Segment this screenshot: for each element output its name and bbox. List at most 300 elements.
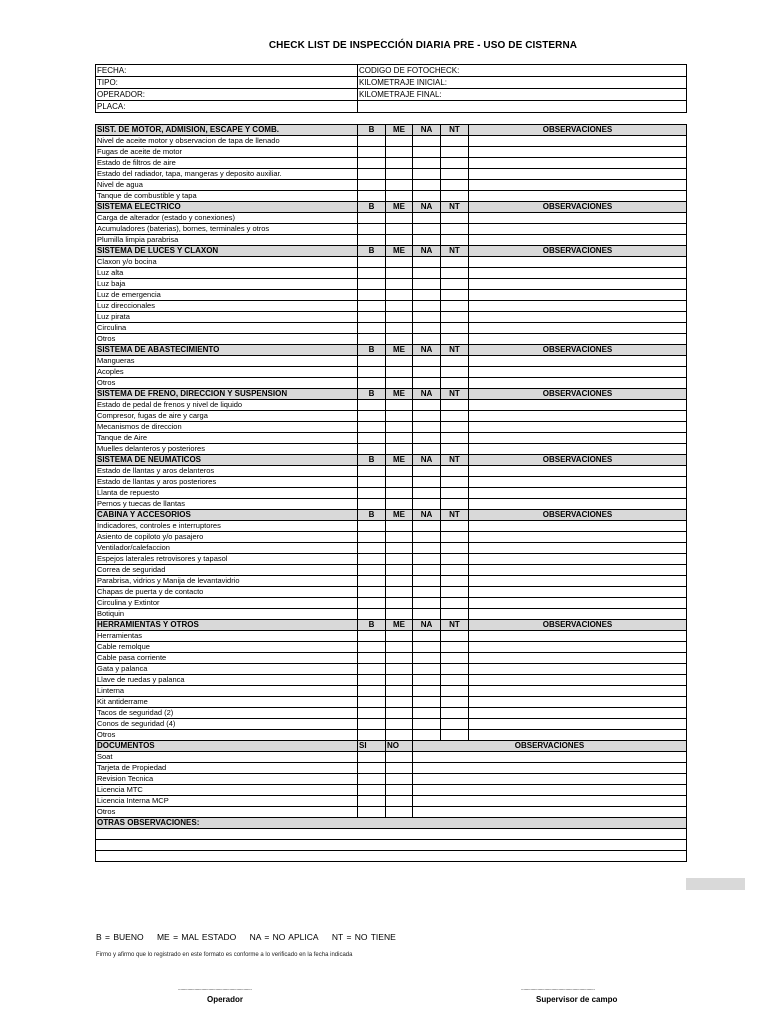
otras-observaciones-cell[interactable] (96, 851, 687, 862)
check-b-cell[interactable] (358, 466, 386, 477)
observaciones-cell[interactable] (469, 312, 687, 323)
check-na-cell[interactable] (413, 433, 441, 444)
header-row (96, 89, 687, 101)
section-header (96, 455, 687, 466)
checklist-row (96, 675, 687, 686)
checklist-row (96, 224, 687, 235)
check-na-cell[interactable] (413, 521, 441, 532)
check-me-cell[interactable] (386, 642, 413, 653)
observaciones-cell[interactable] (469, 730, 687, 741)
item-label: Botiquin (96, 609, 358, 620)
observaciones-cell[interactable] (469, 587, 687, 598)
observaciones-cell[interactable] (469, 334, 687, 345)
check-me-cell[interactable] (386, 290, 413, 301)
observaciones-cell[interactable] (469, 708, 687, 719)
check-me-cell[interactable] (386, 499, 413, 510)
observaciones-cell[interactable] (469, 147, 687, 158)
check-nt-cell[interactable] (441, 466, 469, 477)
check-me-cell[interactable] (386, 378, 413, 389)
check-me-cell[interactable] (386, 466, 413, 477)
check-na-cell[interactable] (413, 268, 441, 279)
observaciones-cell[interactable] (469, 488, 687, 499)
check-nt-cell[interactable] (441, 565, 469, 576)
check-na-cell[interactable] (413, 422, 441, 433)
observaciones-cell[interactable] (469, 609, 687, 620)
check-na-cell[interactable] (413, 224, 441, 235)
observaciones-cell[interactable] (469, 191, 687, 202)
check-me-cell[interactable] (386, 532, 413, 543)
check-na-cell[interactable] (413, 323, 441, 334)
check-nt-cell[interactable] (441, 235, 469, 246)
observaciones-cell[interactable] (469, 675, 687, 686)
check-b-cell[interactable] (358, 334, 386, 345)
col-header-b: B (358, 455, 386, 466)
check-nt-cell[interactable] (441, 488, 469, 499)
check-nt-cell[interactable] (441, 543, 469, 554)
observaciones-cell[interactable] (469, 664, 687, 675)
check-b-cell[interactable] (358, 356, 386, 367)
check-na-cell[interactable] (413, 708, 441, 719)
check-b-cell[interactable] (358, 565, 386, 576)
check-me-cell[interactable] (386, 719, 413, 730)
placa-field[interactable]: PLACA: (96, 101, 358, 113)
check-nt-cell[interactable] (441, 301, 469, 312)
check-nt-cell[interactable] (441, 356, 469, 367)
check-si-cell[interactable] (358, 752, 386, 763)
observaciones-cell[interactable] (469, 169, 687, 180)
checklist-row (96, 708, 687, 719)
check-nt-cell[interactable] (441, 191, 469, 202)
check-b-cell[interactable] (358, 147, 386, 158)
check-b-cell[interactable] (358, 521, 386, 532)
check-b-cell[interactable] (358, 290, 386, 301)
observaciones-cell[interactable] (469, 433, 687, 444)
check-me-cell[interactable] (386, 367, 413, 378)
item-label: Mecanismos de direccion (96, 422, 358, 433)
check-nt-cell[interactable] (441, 653, 469, 664)
check-me-cell[interactable] (386, 147, 413, 158)
check-b-cell[interactable] (358, 378, 386, 389)
check-na-cell[interactable] (413, 378, 441, 389)
document-row (96, 796, 687, 807)
check-nt-cell[interactable] (441, 169, 469, 180)
check-me-cell[interactable] (386, 213, 413, 224)
check-nt-cell[interactable] (441, 367, 469, 378)
check-me-cell[interactable] (386, 730, 413, 741)
check-nt-cell[interactable] (441, 422, 469, 433)
check-na-cell[interactable] (413, 169, 441, 180)
observaciones-cell[interactable] (469, 477, 687, 488)
observaciones-cell[interactable] (469, 499, 687, 510)
check-b-cell[interactable] (358, 224, 386, 235)
check-nt-cell[interactable] (441, 213, 469, 224)
section-header (96, 620, 687, 631)
check-b-cell[interactable] (358, 158, 386, 169)
item-label: Mangueras (96, 356, 358, 367)
col-header-observaciones: OBSERVACIONES (469, 510, 687, 521)
check-na-cell[interactable] (413, 411, 441, 422)
check-no-cell[interactable] (386, 796, 413, 807)
check-nt-cell[interactable] (441, 268, 469, 279)
check-me-cell[interactable] (386, 224, 413, 235)
check-b-cell[interactable] (358, 686, 386, 697)
check-si-cell[interactable] (358, 785, 386, 796)
observaciones-cell[interactable] (469, 158, 687, 169)
check-na-cell[interactable] (413, 697, 441, 708)
check-no-cell[interactable] (386, 807, 413, 818)
check-si-cell[interactable] (358, 774, 386, 785)
check-nt-cell[interactable] (441, 719, 469, 730)
check-nt-cell[interactable] (441, 290, 469, 301)
check-na-cell[interactable] (413, 576, 441, 587)
tipo-field[interactable]: TIPO: (96, 77, 358, 89)
check-me-cell[interactable] (386, 257, 413, 268)
observaciones-cell[interactable] (469, 466, 687, 477)
check-si-cell[interactable] (358, 807, 386, 818)
observaciones-cell[interactable] (469, 422, 687, 433)
check-na-cell[interactable] (413, 334, 441, 345)
check-nt-cell[interactable] (441, 334, 469, 345)
check-na-cell[interactable] (413, 235, 441, 246)
check-me-cell[interactable] (386, 543, 413, 554)
check-b-cell[interactable] (358, 675, 386, 686)
check-nt-cell[interactable] (441, 477, 469, 488)
check-b-cell[interactable] (358, 488, 386, 499)
check-me-cell[interactable] (386, 664, 413, 675)
check-me-cell[interactable] (386, 323, 413, 334)
check-no-cell[interactable] (386, 752, 413, 763)
check-nt-cell[interactable] (441, 664, 469, 675)
check-me-cell[interactable] (386, 180, 413, 191)
check-nt-cell[interactable] (441, 224, 469, 235)
check-me-cell[interactable] (386, 312, 413, 323)
operador-field[interactable]: OPERADOR: (96, 89, 358, 101)
observaciones-cell[interactable] (469, 411, 687, 422)
check-nt-cell[interactable] (441, 730, 469, 741)
observaciones-cell[interactable] (469, 136, 687, 147)
check-nt-cell[interactable] (441, 609, 469, 620)
check-me-cell[interactable] (386, 477, 413, 488)
check-nt-cell[interactable] (441, 136, 469, 147)
check-nt-cell[interactable] (441, 697, 469, 708)
observaciones-cell[interactable] (469, 257, 687, 268)
check-b-cell[interactable] (358, 191, 386, 202)
check-nt-cell[interactable] (441, 323, 469, 334)
check-b-cell[interactable] (358, 422, 386, 433)
form-title: CHECK LIST DE INSPECCIÓN DIARIA PRE - USO DE CISTERNA (268, 40, 578, 51)
check-b-cell[interactable] (358, 730, 386, 741)
check-na-cell[interactable] (413, 631, 441, 642)
check-me-cell[interactable] (386, 279, 413, 290)
check-no-cell[interactable] (386, 763, 413, 774)
check-b-cell[interactable] (358, 598, 386, 609)
check-me-cell[interactable] (386, 565, 413, 576)
check-b-cell[interactable] (358, 268, 386, 279)
observaciones-cell[interactable] (469, 400, 687, 411)
check-nt-cell[interactable] (441, 587, 469, 598)
observaciones-cell[interactable] (413, 763, 687, 774)
check-me-cell[interactable] (386, 400, 413, 411)
check-me-cell[interactable] (386, 136, 413, 147)
check-na-cell[interactable] (413, 356, 441, 367)
check-na-cell[interactable] (413, 719, 441, 730)
item-label: Circulina (96, 323, 358, 334)
check-nt-cell[interactable] (441, 675, 469, 686)
check-me-cell[interactable] (386, 411, 413, 422)
check-b-cell[interactable] (358, 323, 386, 334)
observaciones-cell[interactable] (469, 356, 687, 367)
check-b-cell[interactable] (358, 136, 386, 147)
check-me-cell[interactable] (386, 169, 413, 180)
check-b-cell[interactable] (358, 697, 386, 708)
check-na-cell[interactable] (413, 147, 441, 158)
check-b-cell[interactable] (358, 279, 386, 290)
otras-observaciones-cell[interactable] (96, 840, 687, 851)
check-si-cell[interactable] (358, 763, 386, 774)
checklist-row (96, 279, 687, 290)
observaciones-cell[interactable] (469, 642, 687, 653)
observaciones-cell[interactable] (469, 444, 687, 455)
check-na-cell[interactable] (413, 730, 441, 741)
check-nt-cell[interactable] (441, 400, 469, 411)
check-nt-cell[interactable] (441, 158, 469, 169)
check-me-cell[interactable] (386, 697, 413, 708)
check-b-cell[interactable] (358, 367, 386, 378)
check-no-cell[interactable] (386, 785, 413, 796)
check-na-cell[interactable] (413, 642, 441, 653)
check-na-cell[interactable] (413, 367, 441, 378)
observaciones-cell[interactable] (469, 554, 687, 565)
check-b-cell[interactable] (358, 554, 386, 565)
document-row (96, 785, 687, 796)
item-label: Otros (96, 730, 358, 741)
check-b-cell[interactable] (358, 411, 386, 422)
check-b-cell[interactable] (358, 180, 386, 191)
observaciones-cell[interactable] (469, 543, 687, 554)
observaciones-cell[interactable] (413, 774, 687, 785)
check-me-cell[interactable] (386, 653, 413, 664)
check-b-cell[interactable] (358, 664, 386, 675)
check-na-cell[interactable] (413, 554, 441, 565)
check-na-cell[interactable] (413, 675, 441, 686)
document-label: Tarjeta de Propiedad (96, 763, 358, 774)
check-na-cell[interactable] (413, 587, 441, 598)
check-na-cell[interactable] (413, 191, 441, 202)
observaciones-cell[interactable] (469, 686, 687, 697)
check-me-cell[interactable] (386, 235, 413, 246)
otras-observaciones-cell[interactable] (96, 829, 687, 840)
check-nt-cell[interactable] (441, 378, 469, 389)
check-me-cell[interactable] (386, 191, 413, 202)
item-label: Fugas de aceite de motor (96, 147, 358, 158)
check-b-cell[interactable] (358, 642, 386, 653)
observaciones-cell[interactable] (413, 785, 687, 796)
check-nt-cell[interactable] (441, 708, 469, 719)
observaciones-cell[interactable] (469, 213, 687, 224)
check-b-cell[interactable] (358, 653, 386, 664)
check-me-cell[interactable] (386, 554, 413, 565)
check-nt-cell[interactable] (441, 521, 469, 532)
check-b-cell[interactable] (358, 708, 386, 719)
check-b-cell[interactable] (358, 301, 386, 312)
checklist-row (96, 356, 687, 367)
kilometraje-inicial-field[interactable]: KILOMETRAJE INICIAL: (358, 77, 687, 89)
check-nt-cell[interactable] (441, 411, 469, 422)
observaciones-cell[interactable] (413, 796, 687, 807)
check-na-cell[interactable] (413, 444, 441, 455)
check-me-cell[interactable] (386, 631, 413, 642)
check-na-cell[interactable] (413, 499, 441, 510)
check-b-cell[interactable] (358, 719, 386, 730)
observaciones-cell[interactable] (469, 235, 687, 246)
check-b-cell[interactable] (358, 543, 386, 554)
section-title: SISTEMA DE FRENO, DIRECCION Y SUSPENSION (96, 389, 358, 400)
section-header (96, 389, 687, 400)
check-b-cell[interactable] (358, 169, 386, 180)
check-me-cell[interactable] (386, 433, 413, 444)
check-b-cell[interactable] (358, 631, 386, 642)
check-na-cell[interactable] (413, 598, 441, 609)
check-b-cell[interactable] (358, 400, 386, 411)
kilometraje-final-field[interactable]: KILOMETRAJE FINAL: (358, 89, 687, 101)
supervisor-signature-line[interactable]: ............................................................... (521, 986, 595, 992)
observaciones-cell[interactable] (469, 323, 687, 334)
section-header (96, 818, 687, 829)
observaciones-cell[interactable] (469, 598, 687, 609)
observaciones-cell[interactable] (469, 290, 687, 301)
observaciones-cell[interactable] (413, 807, 687, 818)
check-me-cell[interactable] (386, 708, 413, 719)
operador-signature-line[interactable]: ............................................................... (178, 986, 252, 992)
check-me-cell[interactable] (386, 301, 413, 312)
check-na-cell[interactable] (413, 158, 441, 169)
check-me-cell[interactable] (386, 576, 413, 587)
check-nt-cell[interactable] (441, 576, 469, 587)
check-na-cell[interactable] (413, 213, 441, 224)
check-nt-cell[interactable] (441, 598, 469, 609)
check-nt-cell[interactable] (441, 686, 469, 697)
check-me-cell[interactable] (386, 609, 413, 620)
section-title: HERRAMIENTAS Y OTROS (96, 620, 358, 631)
check-na-cell[interactable] (413, 279, 441, 290)
observaciones-cell[interactable] (469, 653, 687, 664)
check-b-cell[interactable] (358, 499, 386, 510)
check-na-cell[interactable] (413, 609, 441, 620)
check-nt-cell[interactable] (441, 444, 469, 455)
item-label: Otros (96, 378, 358, 389)
check-nt-cell[interactable] (441, 257, 469, 268)
check-nt-cell[interactable] (441, 279, 469, 290)
observaciones-cell[interactable] (469, 268, 687, 279)
check-na-cell[interactable] (413, 532, 441, 543)
observaciones-cell[interactable] (469, 301, 687, 312)
check-na-cell[interactable] (413, 400, 441, 411)
check-b-cell[interactable] (358, 257, 386, 268)
check-b-cell[interactable] (358, 576, 386, 587)
observaciones-cell[interactable] (413, 752, 687, 763)
observaciones-cell[interactable] (469, 521, 687, 532)
check-me-cell[interactable] (386, 268, 413, 279)
check-b-cell[interactable] (358, 477, 386, 488)
check-me-cell[interactable] (386, 334, 413, 345)
check-na-cell[interactable] (413, 136, 441, 147)
observaciones-cell[interactable] (469, 378, 687, 389)
check-me-cell[interactable] (386, 158, 413, 169)
check-na-cell[interactable] (413, 488, 441, 499)
check-me-cell[interactable] (386, 686, 413, 697)
check-nt-cell[interactable] (441, 554, 469, 565)
check-b-cell[interactable] (358, 312, 386, 323)
check-nt-cell[interactable] (441, 312, 469, 323)
observaciones-cell[interactable] (469, 224, 687, 235)
header-blank-cell[interactable] (358, 101, 687, 113)
check-na-cell[interactable] (413, 312, 441, 323)
observaciones-cell[interactable] (469, 532, 687, 543)
observaciones-cell[interactable] (469, 565, 687, 576)
check-si-cell[interactable] (358, 796, 386, 807)
check-me-cell[interactable] (386, 422, 413, 433)
check-na-cell[interactable] (413, 301, 441, 312)
check-me-cell[interactable] (386, 444, 413, 455)
check-nt-cell[interactable] (441, 147, 469, 158)
checklist-row (96, 598, 687, 609)
check-me-cell[interactable] (386, 598, 413, 609)
check-nt-cell[interactable] (441, 642, 469, 653)
check-na-cell[interactable] (413, 477, 441, 488)
col-header-nt: NT (441, 455, 469, 466)
check-b-cell[interactable] (358, 609, 386, 620)
check-b-cell[interactable] (358, 587, 386, 598)
check-na-cell[interactable] (413, 290, 441, 301)
check-na-cell[interactable] (413, 257, 441, 268)
check-nt-cell[interactable] (441, 433, 469, 444)
fecha-field[interactable]: FECHA: (96, 65, 358, 77)
observaciones-cell[interactable] (469, 180, 687, 191)
check-b-cell[interactable] (358, 444, 386, 455)
check-nt-cell[interactable] (441, 499, 469, 510)
check-no-cell[interactable] (386, 774, 413, 785)
observaciones-cell[interactable] (469, 697, 687, 708)
observaciones-cell[interactable] (469, 576, 687, 587)
check-me-cell[interactable] (386, 587, 413, 598)
check-nt-cell[interactable] (441, 532, 469, 543)
check-na-cell[interactable] (413, 653, 441, 664)
observaciones-cell[interactable] (469, 279, 687, 290)
codigo-fotocheck-field[interactable]: CODIGO DE FOTOCHECK: (358, 65, 687, 77)
observaciones-cell[interactable] (469, 367, 687, 378)
header-row (96, 65, 687, 77)
observaciones-cell[interactable] (469, 631, 687, 642)
check-na-cell[interactable] (413, 180, 441, 191)
check-na-cell[interactable] (413, 686, 441, 697)
check-na-cell[interactable] (413, 664, 441, 675)
check-nt-cell[interactable] (441, 631, 469, 642)
observaciones-cell[interactable] (469, 719, 687, 730)
check-na-cell[interactable] (413, 565, 441, 576)
checklist-row (96, 686, 687, 697)
check-b-cell[interactable] (358, 433, 386, 444)
check-me-cell[interactable] (386, 521, 413, 532)
check-nt-cell[interactable] (441, 180, 469, 191)
check-b-cell[interactable] (358, 213, 386, 224)
check-b-cell[interactable] (358, 235, 386, 246)
check-me-cell[interactable] (386, 488, 413, 499)
check-na-cell[interactable] (413, 543, 441, 554)
check-me-cell[interactable] (386, 356, 413, 367)
check-me-cell[interactable] (386, 675, 413, 686)
check-na-cell[interactable] (413, 466, 441, 477)
check-b-cell[interactable] (358, 532, 386, 543)
